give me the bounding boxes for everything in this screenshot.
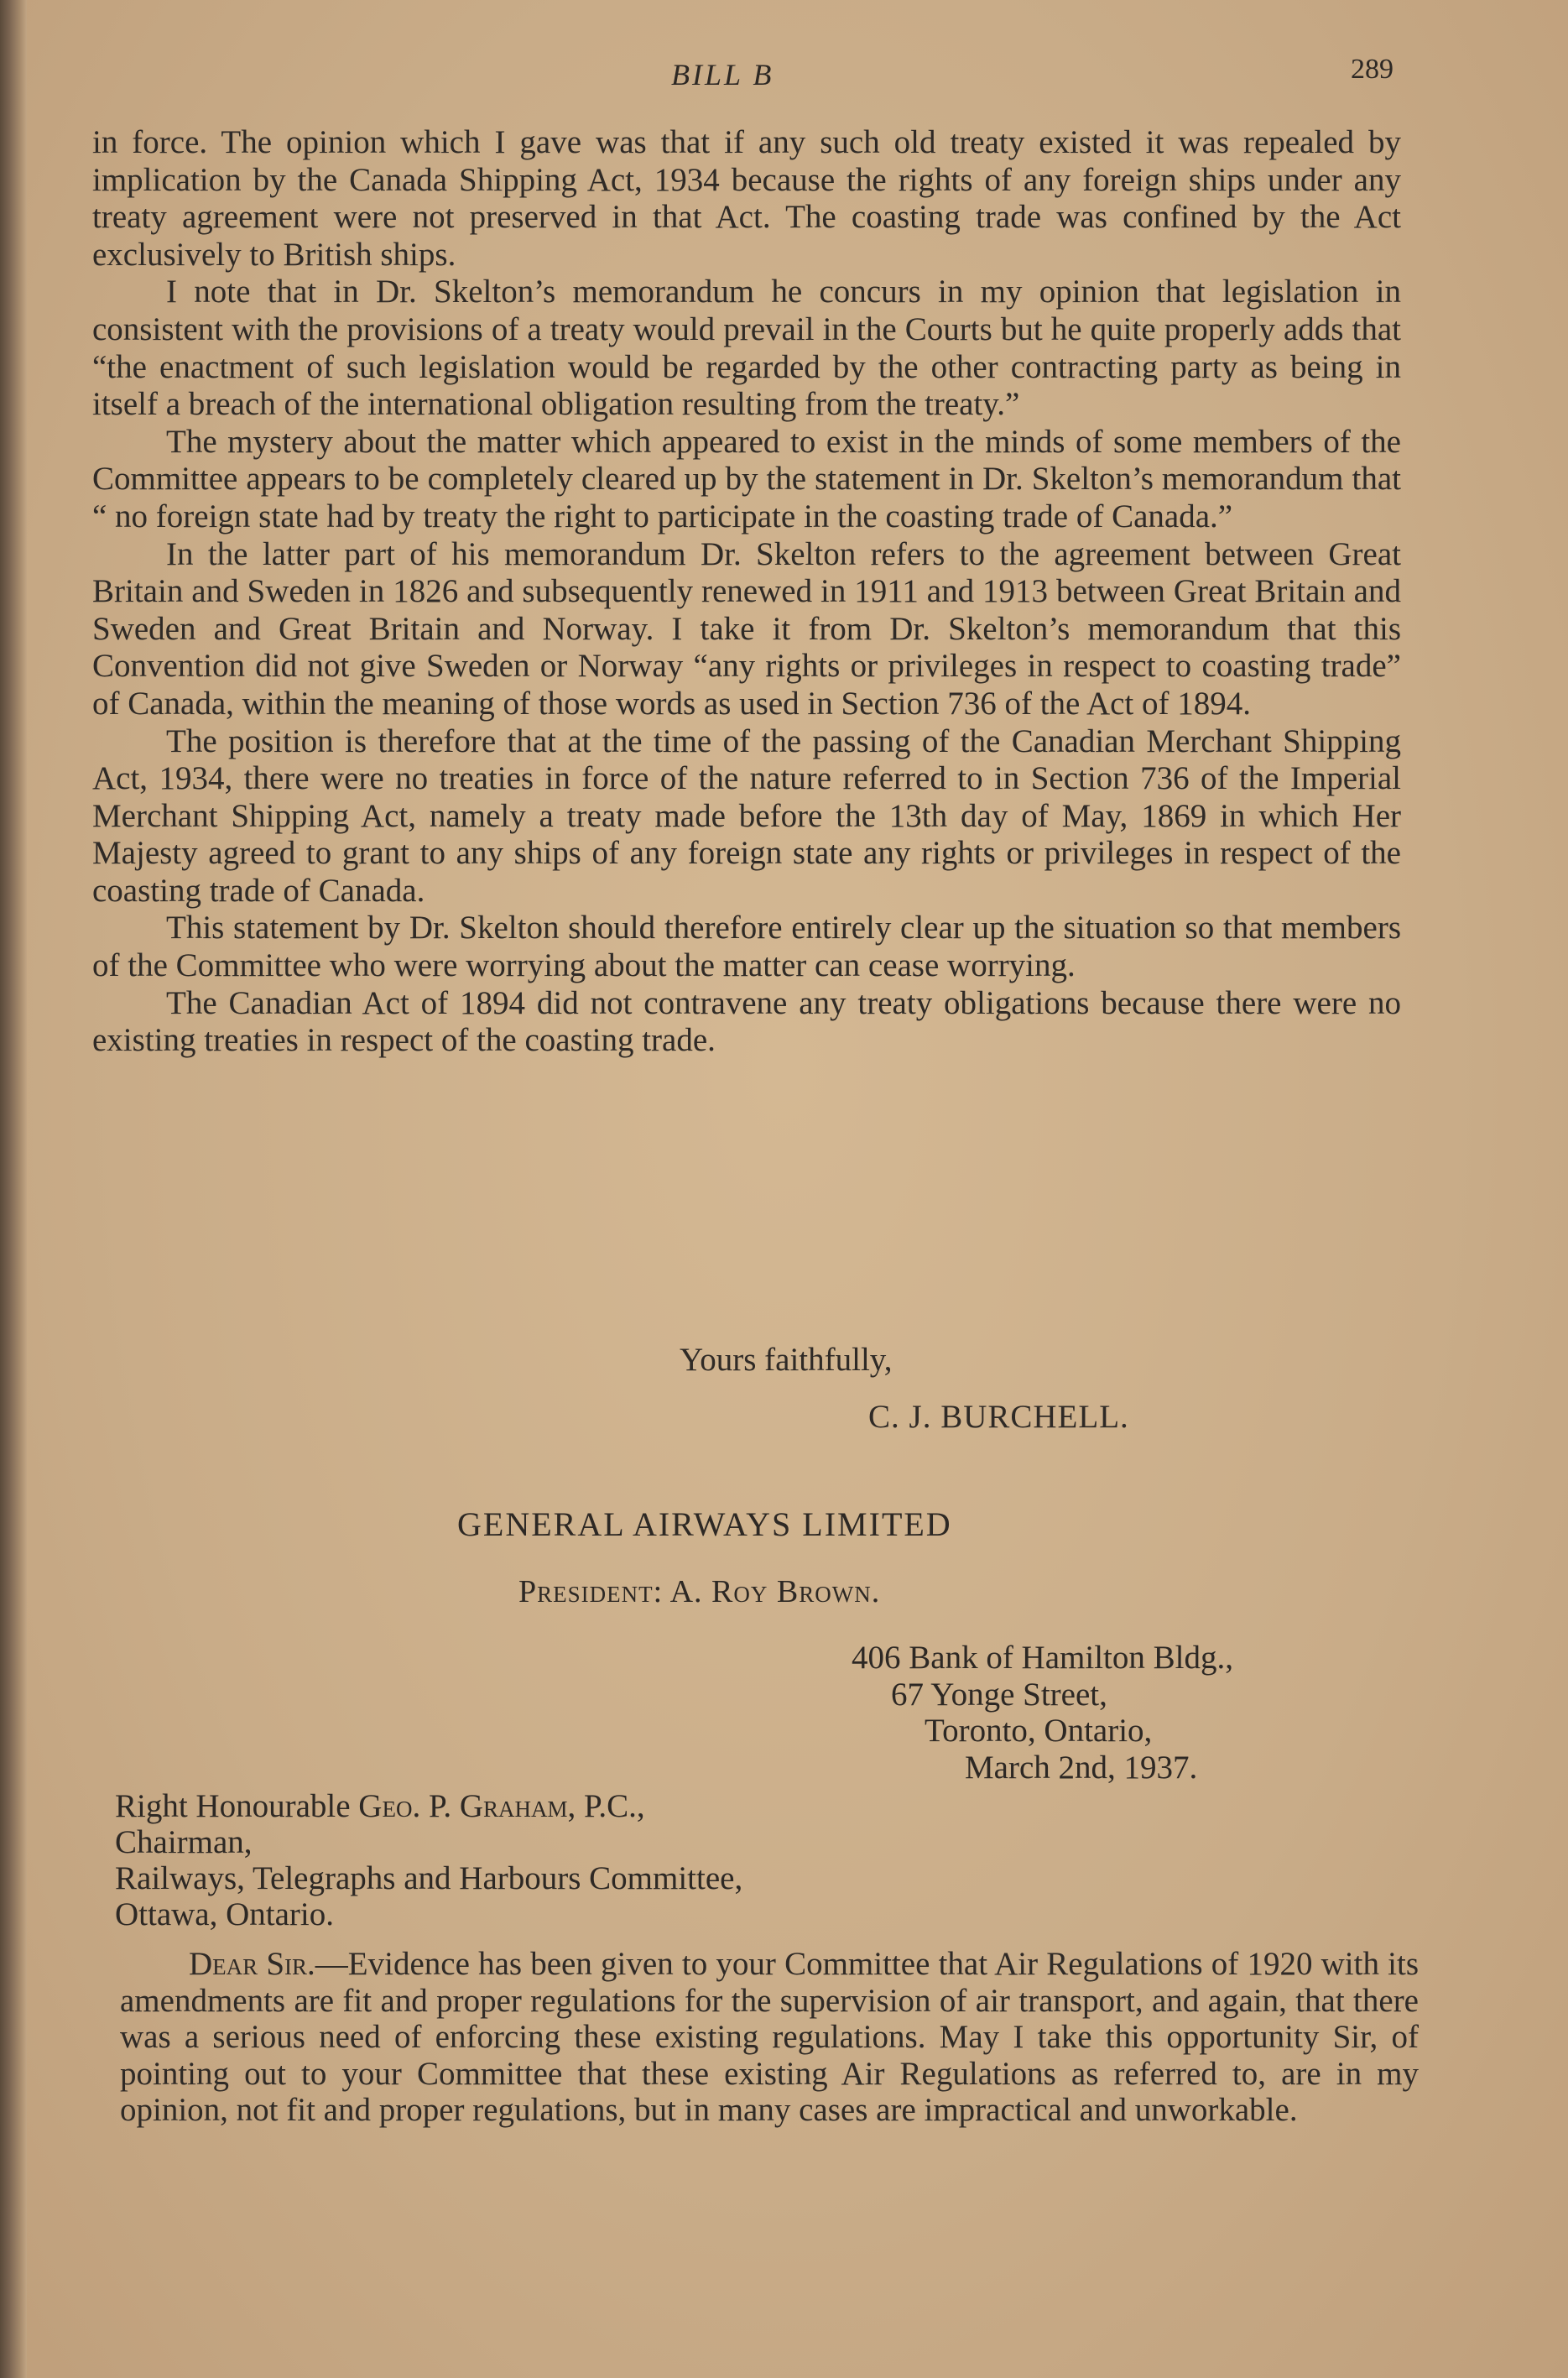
address-line-1: 406 Bank of Hamilton Bldg., [852,1640,1233,1676]
address-line-3: Toronto, Ontario, [925,1713,1153,1749]
airways-letter-paragraph [120,1946,1419,2129]
running-head-title: BILL B [671,58,774,91]
recipient-block [115,1788,742,1932]
paragraph-7: The Canadian Act of 1894 did not contravene any treaty obligations because there were no existing treaties in respect of the coasting trade. [92,984,1401,1059]
paragraph-4: In the latter part of his memorandum Dr. Skelton refers to the agreement between Great Britain and Sweden in 1826 and subsequently renewed in 1911 and 1913 between Great Britain and Sweden and Great Britain and Norway. I take it from Dr. Skelton’s memorandum that this Convention did not give Sweden or Norway “any rights or privileges in respect to coasting trade” of Canada, within the meaning of those words as used in Section 736 of the Act of 1894. [92,535,1401,722]
address-line-2: 67 Yonge Street, [891,1677,1107,1713]
complimentary-close: Yours faithfully, [680,1342,893,1378]
letter-body-text [92,124,1401,1060]
paragraph-6: This statement by Dr. Skelton should therefore entirely clear up the situation so that members of the Committee who were worrying about the matter can cease worrying. [92,910,1401,984]
paragraph-2: I note that in Dr. Skelton’s memorandum he concurs in my opinion that legislation in consistent with the provisions of a treaty would prevail in the Courts but he quite properly adds that “the enactment of such legislation would be regarded by the other contracting party as being in itself a breach of the international obligation resulting from the treaty.” [92,274,1401,423]
recipient-line-3: Railways, Telegraphs and Harbours Committee, [115,1860,743,1896]
recipient-suffix: , P.C., [567,1788,645,1824]
recipient-name: Geo. P. Graham [358,1788,568,1824]
letter-date: March 2nd, 1937. [965,1750,1198,1786]
paragraph-3: The mystery about the matter which appeared to exist in the minds of some members of the Committee appears to be completely cleared up by the statement in Dr. Skelton’s memorandum that “ no foreign state had by treaty the right to participate in the coasting trade of Canada.” [92,423,1401,535]
president-line [518,1573,880,1610]
recipient-prefix: Right Honourable [115,1788,359,1824]
company-heading: GENERAL AIRWAYS LIMITED [457,1505,952,1543]
recipient-line-1 [115,1788,742,1824]
signature: C. J. BURCHELL. [868,1399,1129,1435]
president-label: President: [518,1574,664,1609]
recipient-line-4: Ottawa, Ontario. [115,1896,335,1932]
page-number: 289 [1351,54,1393,85]
book-spine-shadow [0,0,27,2378]
president-name: A. Roy Brown. [669,1574,881,1609]
running-head [0,54,1568,99]
letter-body: .—Evidence has been given to your Committee that Air Regulations of 1920 with its amendments are fit and proper regulations for the supervision of air transport, and again, that there was a serious need of enforcing these existing regulations. May I take this opportunity Sir, of pointing out to your Committee that these existing Air Regulations as referred to, are in my opinion, not fit and proper regulations, but in many cases are impractical and unworkable. [120,1946,1419,2129]
recipient-line-2: Chairman, [115,1824,253,1860]
paragraph-1: in force. The opinion which I gave was that if any such old treaty existed it was repealed by implication by the Canada Shipping Act, 1934 because the rights of any foreign ships under any treaty agreement were not preserved in that Act. The coasting trade was confined by the Act exclusively to British ships. [92,124,1401,273]
letter-salutation: Dear Sir [189,1946,308,1982]
paragraph-5: The position is therefore that at the time of the passing of the Canadian Merchant Shipping Act, 1934, there were no treaties in force of the nature referred to in Section 736 of the Imperial Merchant Shipping Act, namely a treaty made before the 13th day of May, 1869 in which Her Majesty agreed to grant to any ships of any foreign state any rights or privileges in respect of the coasting trade of Canada. [92,722,1401,909]
